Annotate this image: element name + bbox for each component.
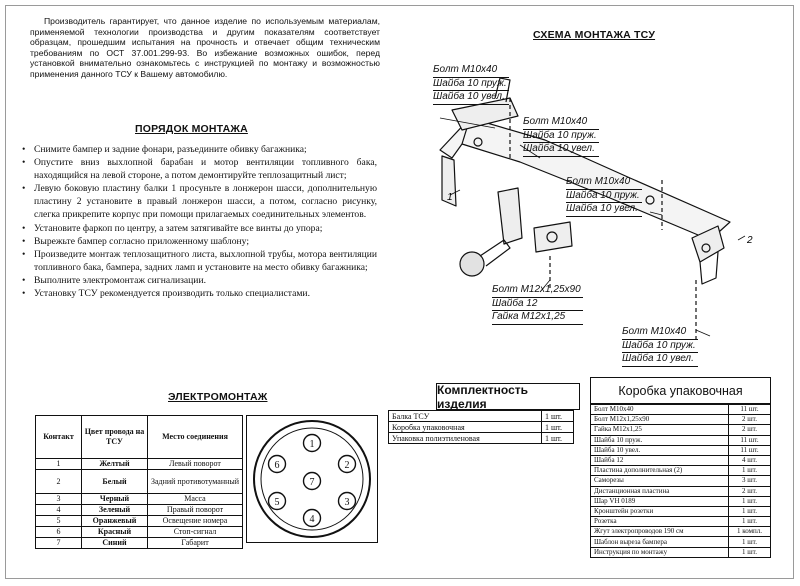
- electrical-title: ЭЛЕКТРОМОНТАЖ: [168, 391, 268, 403]
- step-item: • Установку ТСУ рекомендуется производить только специалистами.: [22, 287, 377, 300]
- table-row: Жгут электропроводов 190 см 1 компл.: [591, 527, 771, 537]
- table-row: 1 Желтый Левый поворот: [36, 459, 243, 470]
- table-row: Упаковка полиэтиленовая 1 шт.: [389, 433, 574, 444]
- table-row: Дистанционная пластина 2 шт.: [591, 486, 771, 496]
- part-number: 2: [747, 235, 753, 246]
- table-row: 3 Черный Масса: [36, 494, 243, 505]
- socket-pinout: [247, 416, 377, 542]
- pin-label: 5: [274, 497, 280, 508]
- assembly-steps: [22, 143, 377, 300]
- table-row: Болт М12х1,25х90 2 шт.: [591, 415, 771, 425]
- callout-group: Болт М10х40 Шайба 10 пруж. Шайба 10 увел.: [523, 116, 599, 157]
- table-row: Шаблон выреза бампера 1 шт.: [591, 537, 771, 547]
- table-row: Шайба 10 пруж. 11 шт.: [591, 435, 771, 445]
- leader-line: [738, 236, 745, 240]
- table-row: Инструкция по монтажу 1 шт.: [591, 547, 771, 557]
- box-title: Коробка упаковочная: [590, 377, 771, 404]
- table-row: Болт М10х40 11 шт.: [591, 405, 771, 415]
- callout-group: Болт М12х1,25х90 Шайба 12 Гайка М12х1,25: [492, 284, 583, 325]
- pin-label: 2: [344, 460, 350, 471]
- step-item: • Выполните электромонтаж сигнализации.: [22, 274, 377, 287]
- table-row: Кронштейн розетки 1 шт.: [591, 506, 771, 516]
- assembly-title: ПОРЯДОК МОНТАЖА: [135, 123, 248, 135]
- step-item: • Левую боковую пластину балки 1 просуньте в лонжерон шасси, дополнительную пластину 2 установите в правый лонжерон шасси, а потом, согласно рисунку, слегка прикрепите корпус при помощи прилагаемых соединительных элементов.: [22, 182, 377, 221]
- warranty-paragraph: Производитель гарантирует, что данное изделие по используемым материалам, применяемой технологии производства и другим показателям соответствует образцам, прошедшим испытания на прочность и отвечает общим техническим требованиям по ОСТ 37.001.299-93. Во избежание возможных ошибок, перед установкой внимательно ознакомьтесь с инструкцией по монтажу и возможностью применения данного ТСУ к Вашему автомобилю.: [30, 16, 380, 79]
- table-row: 4 Зеленый Правый поворот: [36, 505, 243, 516]
- table-row: 2 Белый Задний противотуманный: [36, 470, 243, 494]
- socket-diagram-box: [246, 415, 378, 543]
- col-location: Место соединения: [148, 416, 243, 459]
- pin-label: 4: [309, 514, 315, 525]
- table-row: 7 Синий Габарит: [36, 538, 243, 549]
- table-row: Саморезы 3 шт.: [591, 476, 771, 486]
- pin-label: 6: [274, 460, 280, 471]
- wiring-table: [35, 415, 243, 549]
- table-row: Гайка М12х1,25 2 шт.: [591, 425, 771, 435]
- step-item: • Снимите бампер и задние фонари, разъедините обивку багажника;: [22, 143, 377, 156]
- table-row: Пластина дополнительная (2) 1 шт.: [591, 466, 771, 476]
- callout-group: Болт М10х40 Шайба 10 пруж. Шайба 10 увел.: [433, 64, 509, 105]
- table-row: Розетка 1 шт.: [591, 517, 771, 527]
- pin-label: 3: [344, 497, 350, 508]
- kit-title: Комплектность изделия: [436, 383, 580, 410]
- table-row: 5 Оранжевый Освещение номера: [36, 516, 243, 527]
- table-row: Шайба 12 4 шт.: [591, 455, 771, 465]
- kit-table: [388, 410, 574, 444]
- box-table: [590, 404, 771, 558]
- leader-line: [696, 330, 710, 336]
- table-row: Коробка упаковочная 1 шт.: [389, 422, 574, 433]
- pin-label: 7: [309, 477, 315, 488]
- table-row: Шайба 10 увел. 11 шт.: [591, 445, 771, 455]
- table-row: Балка ТСУ 1 шт.: [389, 411, 574, 422]
- step-item: • Произведите монтаж теплозащитного листа, выхлопной трубы, мотора вентиляции топливного бака, бампера, задних ламп и установите на место обивку багажника;: [22, 248, 377, 274]
- pin-label: 1: [309, 439, 315, 450]
- step-item: • Установите фаркоп по центру, а затем затягивайте все винты до упора;: [22, 222, 377, 235]
- step-item: • Опустите вниз выхлопной барабан и мотор вентиляции топливного бака, находящийся на левой стороне, а потом демонтируйте теплозащитный лист;: [22, 156, 377, 182]
- col-color: Цвет провода на ТСУ: [82, 416, 148, 459]
- hitch-neck: [498, 188, 522, 244]
- col-contact: Контакт: [36, 416, 82, 459]
- callout-group: Болт М10х40 Шайба 10 пруж. Шайба 10 увел.: [622, 326, 698, 367]
- table-row: 6 Красный Стоп-сигнал: [36, 527, 243, 538]
- step-item: • Вырежьте бампер согласно приложенному шаблону;: [22, 235, 377, 248]
- socket-bracket: [534, 222, 572, 252]
- callout-group: Болт М10х40 Шайба 10 пруж. Шайба 10 увел.: [566, 176, 642, 217]
- table-row: Шар VH 0189 1 шт.: [591, 496, 771, 506]
- part-number: 1: [447, 192, 453, 203]
- diagram-title: СХЕМА МОНТАЖА ТСУ: [533, 29, 656, 41]
